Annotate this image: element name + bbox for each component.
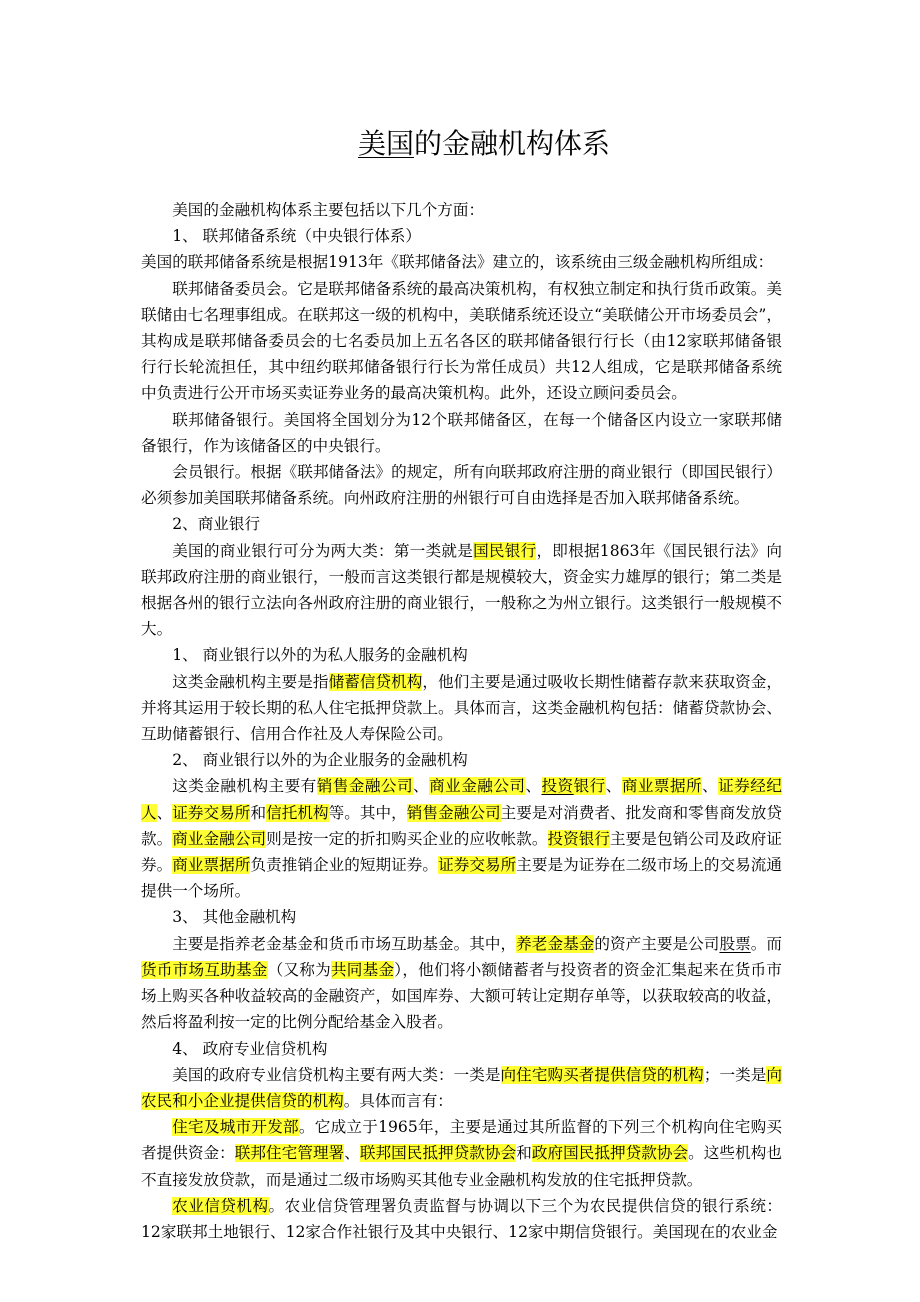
text-run: 主要是包销公司及政府证券。	[141, 829, 782, 875]
paragraph-private-institutions	[141, 669, 782, 748]
text-run: 这类金融机构主要是指	[172, 672, 329, 691]
text-run: （又称为	[267, 960, 331, 979]
paragraph-member-banks	[141, 459, 782, 511]
text-run: 。而	[750, 934, 782, 953]
text-run: 、	[525, 777, 542, 796]
highlight-term: 共同基金	[330, 960, 395, 979]
underlined-term: 股票	[719, 934, 751, 953]
highlight-term: 住宅及城市开发部	[172, 1118, 299, 1137]
text-run: 主要是对消费者、批发商和零售商发放贷款。	[141, 803, 782, 848]
highlight-term	[542, 777, 606, 795]
highlight-term: 国民银行	[473, 541, 537, 560]
highlight-term: 销售金融公司	[406, 803, 501, 822]
paragraph-reserve-banks	[141, 407, 782, 459]
text-run: 。具体而言有：	[343, 1091, 453, 1110]
text-run: 、	[702, 777, 719, 796]
text-run: 。这些机构也不直接发放贷款，而是通过二级市场购买其他专业金融机构发放的住宅抵押贷款。	[141, 1144, 782, 1189]
highlight-term: 信托机构	[266, 803, 329, 822]
text-run: 和	[250, 803, 267, 822]
text-run: 负责推销企业的短期证券。	[250, 856, 439, 875]
paragraph-business-institutions	[141, 773, 782, 904]
paragraph-commercial-banks	[141, 538, 782, 643]
text-run: 美国的政府专业信贷机构主要有两大类：一类是	[172, 1065, 501, 1084]
text-run: 和	[516, 1144, 532, 1163]
title-rest: 的金融机构体系	[414, 127, 611, 160]
text-run: 2、 商业银行以外的为企业服务的金融机构	[172, 751, 468, 770]
text-run: 4、 政府专业信贷机构	[172, 1039, 328, 1058]
text-run: ，他们主要是通过吸收长期性储蓄存款来获取资金，并将其运用于较长期的私人住宅抵押贷款上。具体而言，这类金融机构包括：储蓄贷款协会、互助储蓄银行、信用合作社及人寿保险公司。	[141, 672, 782, 744]
highlight-term: 向住宅购买者提供信贷的机构	[500, 1065, 704, 1084]
paragraph-board-of-governors	[141, 276, 782, 407]
highlight-term: 证券交易所	[438, 856, 517, 875]
document-body	[141, 197, 782, 1245]
document-title	[0, 124, 920, 164]
highlight-term: 证券交易所	[172, 803, 251, 822]
highlight-term: 货币市场互助基金	[141, 960, 268, 979]
text-run: 联邦储备委员会。它是联邦储备系统的最高决策机构，有权独立制定和执行货币政策。美联储由七名理事组成。在联邦这一级的机构中，美联储系统还设立“美联储公开市场委员会”，其构成是联邦储备委员会的七名委员加上五名各区的联邦储备银行行长（由12家联邦储备银行行长轮流担任，其中纽约联邦储备银行行长为常任成员）共12人组成，它是联邦储备系统中负责进行公开市场买卖证券业务的最高决策机构。此外，还设立顾问委员会。	[141, 279, 782, 403]
text-run: 。它成立于1965年，主要是通过其所监督的下列三个机构向住宅购买者提供资金：	[141, 1118, 782, 1163]
highlight-term: 销售金融公司	[316, 777, 414, 796]
highlight-term: 联邦住宅管理署	[234, 1144, 345, 1163]
section-heading-commercial-banks	[141, 511, 782, 537]
text-run: 美国的金融机构体系主要包括以下几个方面：	[172, 201, 485, 219]
text-run: 美国的商业银行可分为两大类：第一类就是	[172, 541, 474, 560]
highlight-term: 养老金基金	[516, 934, 595, 953]
highlight-term: 商业票据所	[172, 856, 251, 875]
text-run: ，即根据1863年《国民银行法》向联邦政府注册的商业银行，一般而言这类银行都是规模较大，资金实力雄厚的银行；第二类是根据各州的银行立法向各州政府注册的商业银行，一般称之为州立银行。这类银行一般规模不大。	[141, 541, 782, 639]
text-run: 2、商业银行	[172, 515, 261, 534]
paragraph-intro	[141, 197, 782, 223]
text-run: 、	[344, 1144, 360, 1163]
text-run: 1、 商业银行以外的为私人服务的金融机构	[172, 646, 468, 665]
text-run: ；一类是	[703, 1065, 767, 1084]
paragraph-housing-department	[141, 1114, 782, 1193]
text-run: 联邦储备银行。美国将全国划分为12个联邦储备区，在每一个储备区内设立一家联邦储备银行，作为该储备区的中央银行。	[141, 410, 782, 455]
text-run: 美国的联邦储备系统是根据1913年《联邦储备法》建立的，该系统由三级金融机构所组成：	[141, 253, 774, 272]
text-run: 则是按一定的折扣购买企业的应收帐款。	[266, 829, 548, 848]
paragraph-fed-structure	[141, 249, 782, 275]
text-run: 银行	[573, 777, 606, 796]
highlight-term: 商业金融公司	[429, 777, 526, 796]
highlight-term: 储蓄信贷机构	[328, 672, 423, 691]
text-run: 的资产主要是公司	[594, 934, 720, 953]
text-run: 、	[413, 777, 430, 796]
text-run: 这类金融机构主要有	[172, 777, 317, 796]
section-heading-government-credit	[141, 1036, 782, 1062]
highlight-term: 政府国民抵押贷款协会	[531, 1144, 689, 1163]
text-run: 会员银行。根据《联邦储备法》的规定，所有向联邦政府注册的商业银行（即国民银行）必须参加美国联邦储备系统。向州政府注册的州银行可自由选择是否加入联邦储备系统。	[141, 463, 782, 508]
highlight-term: 投资银行	[547, 829, 611, 848]
text-run: 1、 联邦储备系统（中央银行体系）	[172, 227, 421, 246]
title-underlined-part: 美国	[357, 127, 414, 160]
highlight-term: 农业信贷机构	[172, 1196, 269, 1215]
section-heading-private-institutions	[141, 642, 782, 668]
text-run: 主要是指养老金基金和货币市场互助基金。其中，	[172, 934, 517, 953]
paragraph-other-institutions	[141, 931, 782, 1036]
text-run: 。农业信贷管理署负责监督与协调以下三个为农民提供信贷的银行系统：12家联邦土地银行、12家合作社银行及其中央银行、12家中期信贷银行。美国现在的农业金	[141, 1196, 782, 1241]
text-run: 等。其中，	[328, 803, 407, 822]
text-run: ），他们将小额储蓄者与投资者的资金汇集起来在货币市场上购买各种收益较高的金融资产，如国库券、大额可转让定期存单等，以获取较高的收益，然后将盈利按一定的比例分配给基金入股者。	[141, 960, 782, 1032]
text-run: 主要是为证券在二级市场上的交易流通提供一个场所。	[141, 856, 782, 901]
highlight-term: 向农民和小企业提供信贷的机构	[141, 1065, 782, 1110]
section-heading-federal-reserve	[141, 223, 782, 249]
paragraph-government-credit	[141, 1062, 782, 1114]
text-run: 、	[156, 803, 173, 822]
underlined-term: 投资	[541, 777, 574, 796]
paragraph-agricultural-credit	[141, 1193, 782, 1245]
highlight-term: 商业金融公司	[172, 829, 267, 848]
highlight-term: 证券经纪人	[141, 777, 782, 822]
text-run: 3、 其他金融机构	[172, 908, 297, 927]
highlight-term: 联邦国民抵押贷款协会	[359, 1144, 517, 1163]
section-heading-business-institutions	[141, 747, 782, 773]
highlight-term: 商业票据所	[621, 777, 703, 796]
section-heading-other-institutions	[141, 904, 782, 930]
text-run: 、	[605, 777, 622, 796]
